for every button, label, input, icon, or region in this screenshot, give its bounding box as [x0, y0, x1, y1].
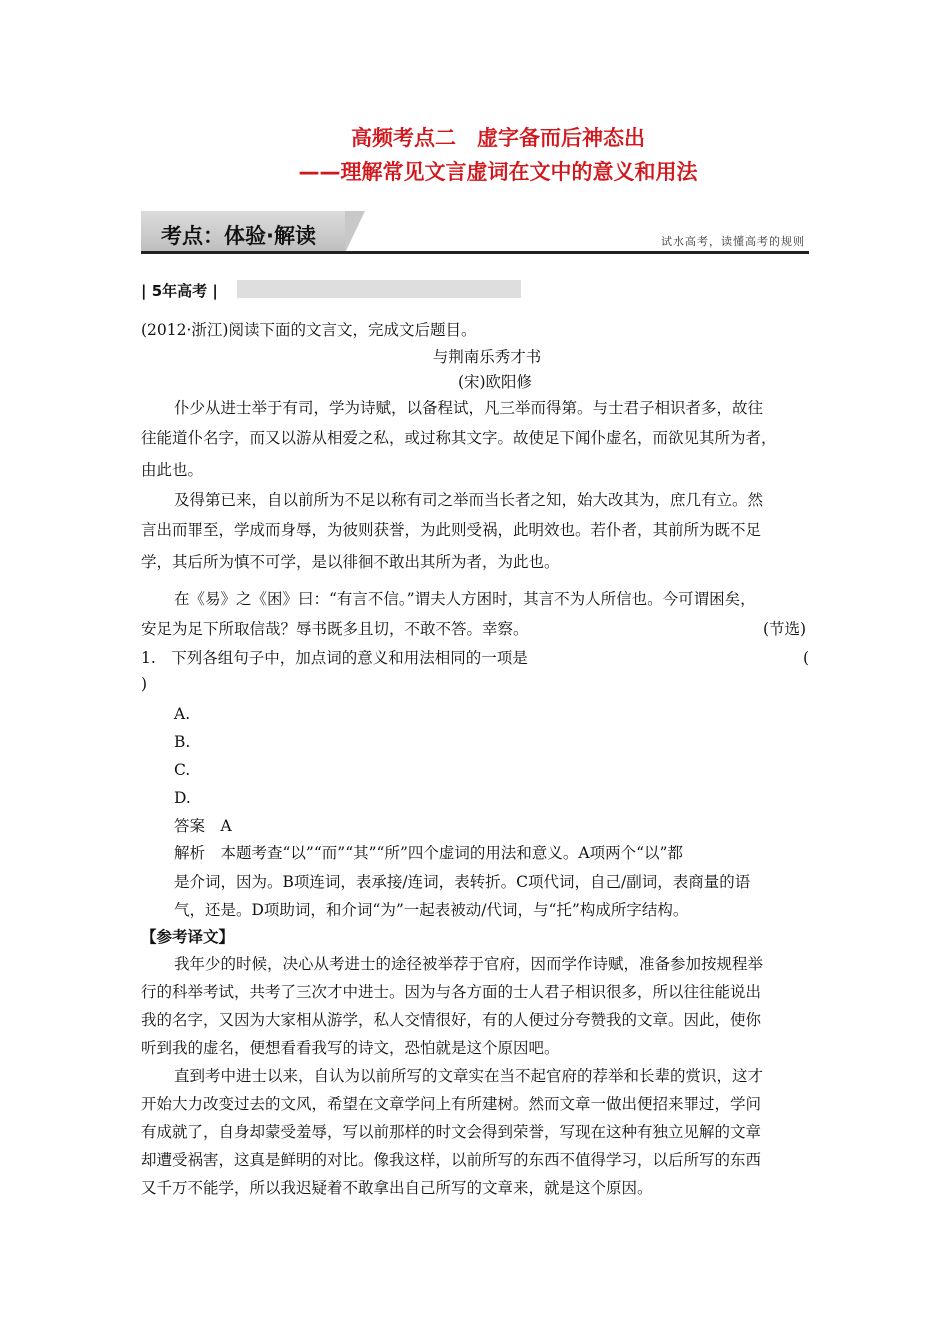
passage-line: 安足为足下所取信哉？辱书既多且切，不敢不答。幸察。 [141, 620, 529, 638]
subsection-label: | 5年高考 | [141, 282, 218, 300]
translation-label: 【参考译文】 [141, 928, 235, 946]
option-c: C. [174, 761, 191, 779]
translation-line: 行的科举考试，共考了三次才中进士。因为与各方面的士人君子相识很多，所以往往能说出 [141, 983, 762, 1001]
question-stem: 1. 下列各组句子中，加点词的意义和用法相同的一项是 [141, 649, 528, 667]
translation-line: 直到考中进士以来，自认为以前所写的文章实在当不起官府的荐举和长辈的赏识，这才 [174, 1067, 764, 1085]
translation-line: 开始大力改变过去的文风，希望在文章学问上有所建树。然而文章一做出便招来罪过，学问 [141, 1095, 762, 1113]
analysis-line: 气，还是。D项助词，和介词“为”一起表被动/代词，与“托”构成所字结构。 [174, 901, 689, 919]
excerpt-note: (节选) [763, 620, 807, 638]
translation-line: 却遭受祸害，这真是鲜明的对比。像我这样，以前所写的东西不值得学习，以后所写的东西 [141, 1151, 762, 1169]
page-subtitle: ——理解常见文言虚词在文中的意义和用法 [298, 160, 698, 184]
translation-line: 我年少的时候，决心从考进士的途径被举荐于官府，因而学作诗赋，准备参加按规程举 [174, 955, 764, 973]
subsection-bar [237, 280, 521, 298]
answer-paren-open: ( [803, 649, 810, 667]
banner-subtitle: 试水高考，读懂高考的规则 [661, 235, 805, 248]
analysis-line: 解析 本题考查“以”“而”“其”“所”四个虚词的用法和意义。A项两个“以”都 [174, 844, 683, 862]
passage-line: 仆少从进士举于有司，学为诗赋，以备程试，凡三举而得第。与士君子相识者多，故往 [174, 399, 764, 417]
banner-tab [141, 211, 345, 253]
source-line: (2012·浙江)阅读下面的文言文，完成文后题目。 [141, 321, 477, 339]
translation-line: 又千万不能学，所以我迟疑着不敢拿出自己所写的文章来，就是这个原因。 [141, 1179, 653, 1197]
translation-line: 有成就了，自身却蒙受羞辱，写以前那样的时文会得到荣誉，写现在这种有独立见解的文章 [141, 1123, 762, 1141]
page-title: 高频考点二 虚字备而后神态出 [351, 126, 645, 150]
answer: 答案 A [174, 817, 232, 835]
translation-line: 我的名字，又因为大家相从游学，私人交情很好，有的人便过分夸赞我的文章。因此，使你 [141, 1011, 762, 1029]
option-d: D. [174, 789, 191, 807]
passage-author: (宋)欧阳修 [457, 373, 533, 391]
passage-title: 与荆南乐秀才书 [432, 348, 542, 366]
answer-paren-close: ) [141, 675, 148, 693]
passage-line: 言出而罪至，学成而身辱，为彼则获誉，为此则受祸，此明效也。若仆者，其前所为既不足 [141, 521, 762, 539]
passage-line: 往能道仆名字，而又以游从相爱之私，或过称其文字。故使足下闻仆虚名，而欲见其所为者， [141, 429, 777, 447]
option-b: B. [174, 733, 191, 751]
passage-line: 及得第已来，自以前所为不足以称有司之举而当长者之知，始大改其为，庶几有立。然 [174, 491, 764, 509]
analysis-line: 是介词，因为。B项连词，表承接/连词，表转折。C项代词，自己/副词，表商量的语 [174, 873, 751, 891]
banner-divider [141, 251, 809, 254]
subsection-header [141, 280, 521, 299]
option-a: A. [174, 705, 191, 723]
passage-line: 由此也。 [141, 461, 204, 479]
passage-line: 在《易》之《困》曰：“有言不信。”谓夫人方困时，其言不为人所信也。今可谓困矣， [174, 590, 756, 608]
translation-line: 听到我的虚名，便想看看我写的诗文，恐怕就是这个原因吧。 [141, 1039, 560, 1057]
passage-line: 学，其后所为慎不可学，是以徘徊不敢出其所为者，为此也。 [141, 553, 560, 571]
banner-label: 考点：体验·解读 [161, 224, 316, 248]
section-banner [141, 211, 809, 255]
